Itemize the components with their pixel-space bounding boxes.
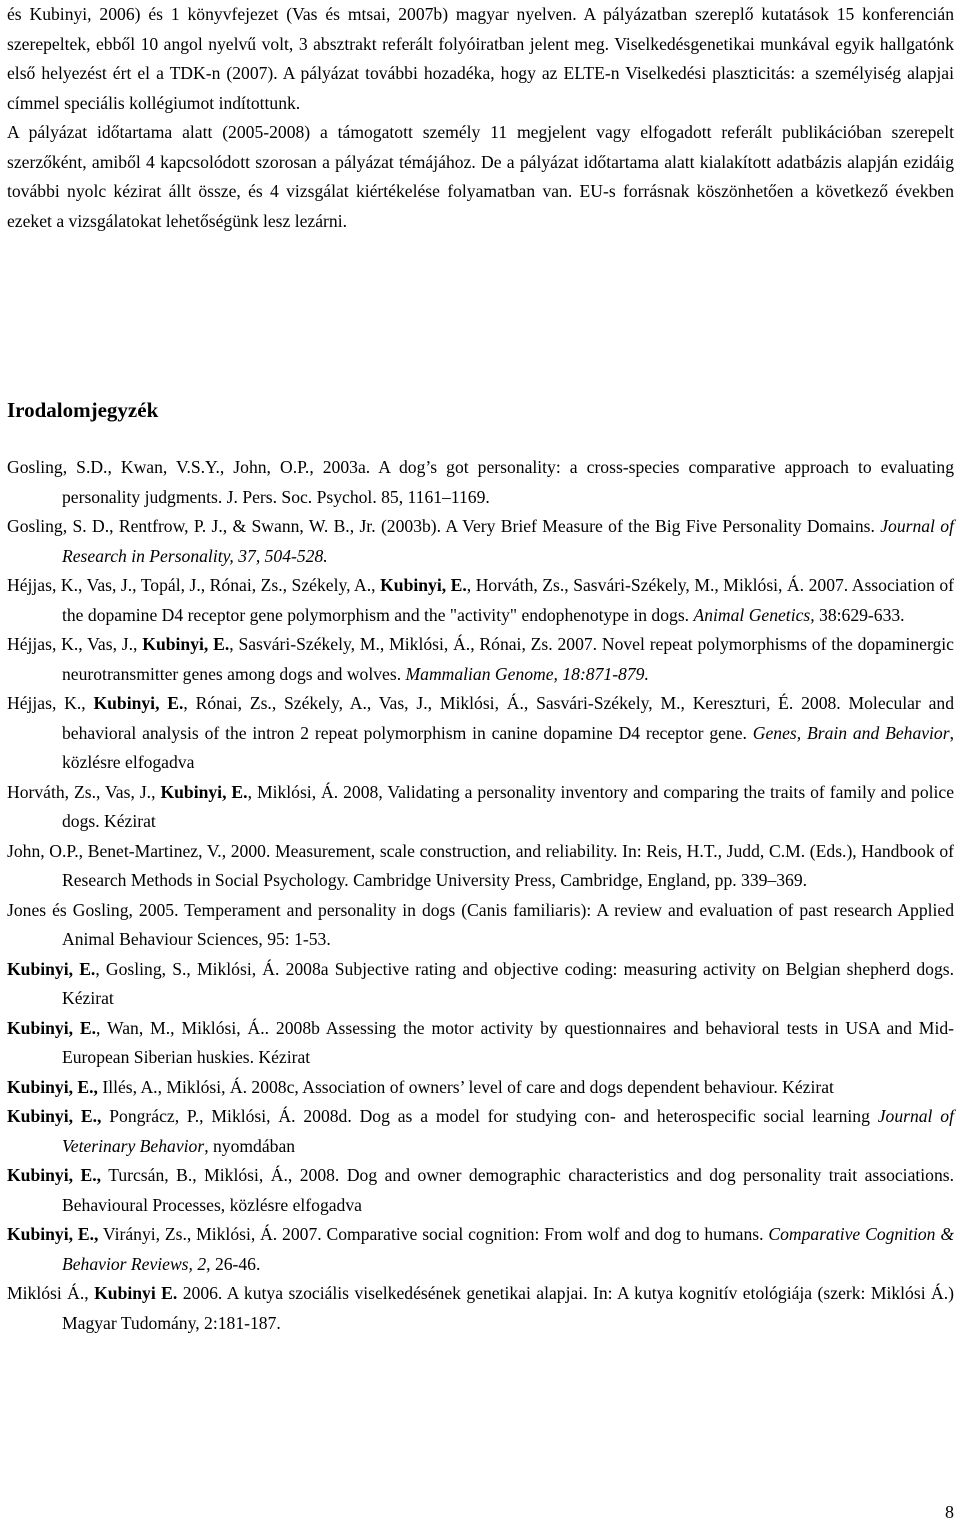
reference-item: John, O.P., Benet-Martinez, V., 2000. Measurement, scale construction, and reliability. In: Reis, H.T., Judd, C.M. (Eds.), Handbook of Research Methods in Social Psychology. Cambridge University Press, Cambridge, England, pp. 339–369. bbox=[7, 840, 954, 890]
intro-section bbox=[7, 0, 954, 236]
reference-list bbox=[7, 453, 954, 1338]
document-page bbox=[7, 0, 955, 1333]
reference-item: Horváth, Zs., Vas, J., Kubinyi, E., Miklósi, Á. 2008, Validating a personality inventory and comparing the traits of family and police dogs. Kézirat bbox=[7, 781, 955, 831]
reference-item: Jones és Gosling, 2005. Temperament and personality in dogs (Canis familiaris): A review and evaluation of past research Applied Animal Behaviour Sciences, 95: 1-53. bbox=[7, 899, 954, 949]
intro-paragraph: A pályázat időtartama alatt (2005-2008) a támogatott személy 11 megjelent vagy elfogadott referált publikációban szerepelt szerzőként, amiből 4 kapcsolódott szorosan a pályázat témájához. De a pályázat időtartama alatt kialakított adatbázis alapján ezidáig további nyolc kézirat állt össze, és 4 vizsgálat kiértékelése folyamatban van. EU-s forrásnak köszönhetően a következő években ezeket a vizsgálatokat lehetőségünk lesz lezárni. bbox=[7, 122, 954, 231]
reference-item: Héjjas, K., Vas, J., Topál, J., Rónai, Zs., Székely, A., Kubinyi, E., Horváth, Zs., Sasvári-Székely, M., Miklósi, Á. 2007. Association of the dopamine D4 receptor gene polymorphism and the "activity" endophenotype in dogs. Animal Genetics, 38:629-633. bbox=[7, 575, 955, 625]
reference-item: Kubinyi, E., Turcsán, B., Miklósi, Á., 2008. Dog and owner demographic characteristics and dog personality trait associations. Behavioural Processes, közlésre elfogadva bbox=[7, 1165, 954, 1215]
reference-item: Héjjas, K., Vas, J., Kubinyi, E., Sasvári-Székely, M., Miklósi, Á., Rónai, Zs. 2007. Novel repeat polymorphisms of the dopaminergic neurotransmitter genes among dogs and wolves. Mammalian Genome, 18:871-879. bbox=[7, 634, 954, 684]
reference-item: Gosling, S.D., Kwan, V.S.Y., John, O.P., 2003a. A dog’s got personality: a cross-species comparative approach to evaluating personality judgments. J. Pers. Soc. Psychol. 85, 1161–1169. bbox=[7, 457, 954, 507]
page-number: 8 bbox=[945, 1502, 954, 1522]
reference-item: Héjjas, K., Kubinyi, E., Rónai, Zs., Székely, A., Vas, J., Miklósi, Á., Sasvári-Székely, M., Kereszturi, É. 2008. Molecular and behavioral analysis of the intron 2 repeat polymorphism in canine dopamine D4 receptor gene. Genes, Brain and Behavior, közlésre elfogadva bbox=[7, 693, 954, 772]
reference-item: Kubinyi, E., Wan, M., Miklósi, Á.. 2008b Assessing the motor activity by questionnaires and behavioral tests in USA and Mid-European Siberian huskies. Kézirat bbox=[7, 1017, 954, 1067]
reference-item: Kubinyi, E., Illés, A., Miklósi, Á. 2008c, Association of owners’ level of care and dogs dependent behaviour. Kézirat bbox=[7, 1076, 834, 1097]
reference-item: Kubinyi, E., Gosling, S., Miklósi, Á. 2008a Subjective rating and objective coding: measuring activity on Belgian shepherd dogs. Kézirat bbox=[7, 958, 954, 1008]
reference-item: Miklósi Á., Kubinyi E. 2006. A kutya szociális viselkedésének genetikai alapjai. In: A kutya kognitív etológiája (szerk: Miklósi Á.) Magyar Tudomány, 2:181-187. bbox=[7, 1283, 954, 1333]
reference-item: Kubinyi, E., Pongrácz, P., Miklósi, Á. 2008d. Dog as a model for studying con- and heterospecific social learning Journal of Veterinary Behavior, nyomdában bbox=[7, 1106, 954, 1156]
intro-paragraph: és Kubinyi, 2006) és 1 könyvfejezet (Vas és mtsai, 2007b) magyar nyelven. A pályázatban szereplő kutatások 15 konferencián szerepeltek, ebből 10 angol nyelvű volt, 3 absztrakt referált folyóiratban jelent meg. Viselkedésgenetikai munkával egyik hallgatónk első helyezést ért el a TDK-n (2007). A pályázat további hozadéka, hogy az ELTE-n Viselkedési plaszticitás: a személyiség alapjai címmel speciális kollégiumot indítottunk. bbox=[7, 4, 954, 113]
reference-item: Gosling, S. D., Rentfrow, P. J., & Swann, W. B., Jr. (2003b). A Very Brief Measure of the Big Five Personality Domains. Journal of Research in Personality, 37, 504-528. bbox=[7, 516, 954, 566]
reference-item: Kubinyi, E., Virányi, Zs., Miklósi, Á. 2007. Comparative social cognition: From wolf and dog to humans. Comparative Cognition & Behavior Reviews, 2, 26-46. bbox=[7, 1224, 955, 1274]
references-heading: Irodalomjegyzék bbox=[7, 398, 159, 422]
